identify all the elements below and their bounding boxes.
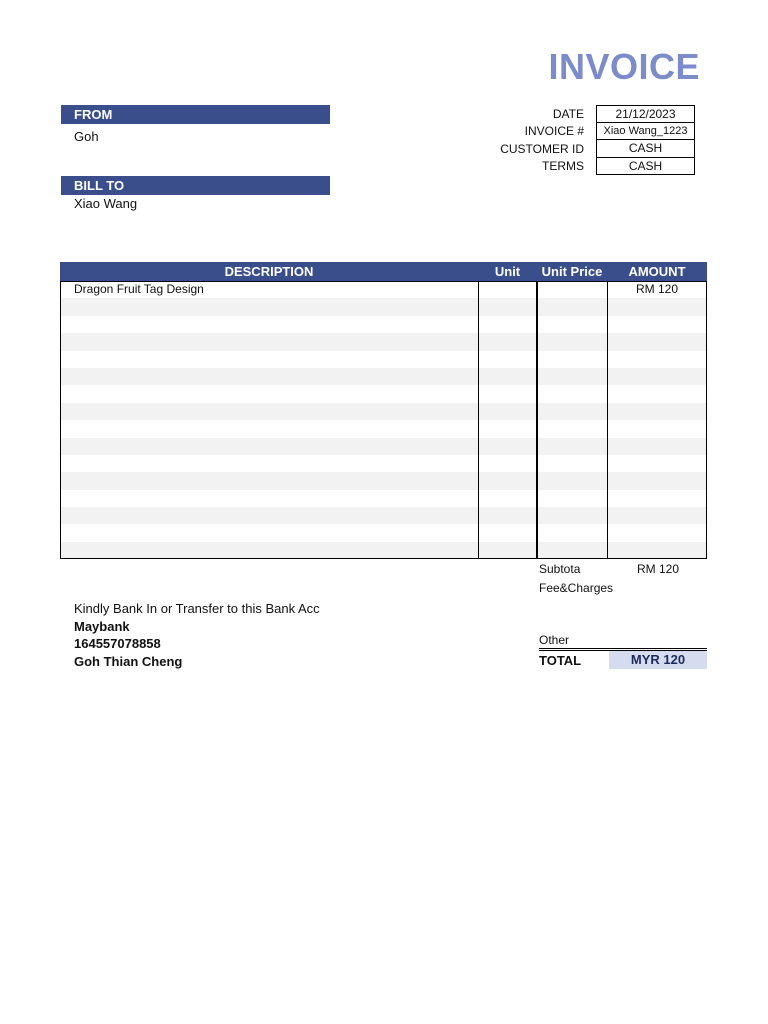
cell-amount: [607, 385, 707, 402]
table-row: [60, 368, 707, 385]
bank-details: [74, 600, 320, 670]
cell-amount: [607, 472, 707, 489]
meta-label: CUSTOMER ID: [500, 141, 584, 156]
cell-amount: [607, 403, 707, 420]
subtotal-row: [539, 560, 707, 578]
cell-description: [60, 385, 478, 402]
cell-unit-price: [537, 368, 607, 385]
other-row: [539, 631, 707, 649]
cell-unit: [478, 351, 537, 368]
table-row: [60, 455, 707, 472]
table-row: [60, 281, 707, 298]
cell-amount: [607, 524, 707, 541]
cell-amount: [607, 542, 707, 559]
bill-to-header: BILL TO: [61, 176, 330, 195]
invoice-title: INVOICE: [548, 46, 700, 87]
cell-description: [60, 507, 478, 524]
total-value: MYR 120: [609, 651, 707, 669]
cell-amount: [607, 333, 707, 350]
cell-description: [60, 455, 478, 472]
cell-unit: [478, 490, 537, 507]
table-row: [60, 316, 707, 333]
meta-label: INVOICE #: [524, 124, 584, 139]
cell-unit-price: [537, 316, 607, 333]
table-row: [60, 420, 707, 437]
cell-description: Dragon Fruit Tag Design: [74, 282, 204, 296]
cell-amount: [607, 490, 707, 507]
table-row: [60, 298, 707, 315]
meta-row-date: [470, 105, 706, 123]
cell-description: [60, 420, 478, 437]
cell-description: [60, 542, 478, 559]
line-items-table: [60, 262, 707, 559]
cell-unit-price: [537, 507, 607, 524]
cell-amount: [607, 455, 707, 472]
bank-name: Maybank: [74, 618, 130, 634]
table-body: [60, 281, 707, 559]
subtotal-label: Subtota: [539, 562, 581, 576]
cell-description: [60, 403, 478, 420]
cell-description: [60, 351, 478, 368]
cell-description: [60, 368, 478, 385]
meta-value-customer-id: CASH: [596, 140, 695, 158]
cell-unit: [478, 524, 537, 541]
cell-unit: [478, 472, 537, 489]
cell-unit-price: [537, 472, 607, 489]
cell-unit: [478, 542, 537, 559]
meta-row-terms: [470, 158, 706, 176]
cell-description: [60, 333, 478, 350]
cell-unit-price: [537, 333, 607, 350]
cell-unit-price: [537, 351, 607, 368]
table-row: [60, 524, 707, 541]
cell-unit-price: [537, 420, 607, 437]
column-header-unit: Unit: [494, 264, 521, 279]
cell-unit: [478, 455, 537, 472]
cell-unit: [478, 438, 537, 455]
column-divider: [478, 281, 479, 559]
cell-unit: [478, 420, 537, 437]
from-name: Goh: [74, 129, 99, 144]
bank-instruction: Kindly Bank In or Transfer to this Bank Acc: [74, 601, 320, 616]
subtotal-value: RM 120: [636, 562, 680, 576]
cell-description: [60, 524, 478, 541]
cell-unit: [478, 298, 537, 315]
column-header-amount: AMOUNT: [628, 264, 686, 279]
total-label: TOTAL: [539, 652, 582, 668]
cell-amount: [607, 368, 707, 385]
cell-unit: [478, 368, 537, 385]
meta-row-customer-id: [470, 140, 706, 158]
meta-row-invoice-number: [470, 123, 706, 141]
cell-unit: [478, 281, 537, 298]
table-row: [60, 385, 707, 402]
cell-unit-price: [537, 298, 607, 315]
meta-label: TERMS: [542, 159, 584, 174]
column-header-description: DESCRIPTION: [224, 264, 314, 279]
bank-account-number: 164557078858: [74, 636, 161, 651]
cell-description: [60, 438, 478, 455]
other-label: Other: [539, 633, 570, 647]
cell-description: [60, 472, 478, 489]
cell-unit-price: [537, 438, 607, 455]
bank-account-holder: Goh Thian Cheng: [74, 653, 183, 669]
table-header: [60, 262, 707, 281]
table-row: [60, 351, 707, 368]
total-row: [539, 651, 707, 669]
cell-unit-price: [537, 403, 607, 420]
cell-unit-price: [537, 281, 607, 298]
bill-to-name: Xiao Wang: [74, 196, 138, 211]
cell-description: [60, 490, 478, 507]
cell-unit-price: [537, 385, 607, 402]
fees-label: Fee&Charges: [539, 581, 614, 595]
cell-amount: [607, 351, 707, 368]
meta-value-date: 21/12/2023: [596, 105, 695, 123]
meta-value-terms: CASH: [596, 158, 695, 176]
fees-row: [539, 579, 707, 597]
column-header-unit-price: Unit Price: [541, 264, 603, 279]
cell-unit-price: [537, 542, 607, 559]
cell-unit: [478, 333, 537, 350]
cell-unit: [478, 403, 537, 420]
cell-unit-price: [537, 455, 607, 472]
cell-description: [60, 316, 478, 333]
meta-label: DATE: [552, 106, 584, 121]
table-row: [60, 333, 707, 350]
table-row: [60, 542, 707, 559]
cell-amount: [607, 507, 707, 524]
cell-amount: RM 120: [635, 282, 679, 296]
cell-amount: [607, 316, 707, 333]
cell-amount: [607, 438, 707, 455]
cell-unit-price: [537, 490, 607, 507]
table-row: [60, 403, 707, 420]
cell-description: [60, 298, 478, 315]
cell-unit: [478, 385, 537, 402]
cell-unit-price: [537, 524, 607, 541]
table-row: [60, 507, 707, 524]
totals-block: [539, 560, 707, 672]
meta-value-invoice-number: Xiao Wang_1223: [596, 123, 695, 141]
cell-amount: [607, 420, 707, 437]
cell-amount: [607, 298, 707, 315]
cell-unit: [478, 507, 537, 524]
column-divider: [607, 281, 608, 559]
from-header: FROM: [61, 105, 330, 124]
table-row: [60, 472, 707, 489]
column-divider: [537, 281, 538, 559]
invoice-meta: [470, 105, 706, 175]
total-divider: [539, 648, 707, 649]
table-row: [60, 490, 707, 507]
cell-unit: [478, 316, 537, 333]
table-row: [60, 438, 707, 455]
